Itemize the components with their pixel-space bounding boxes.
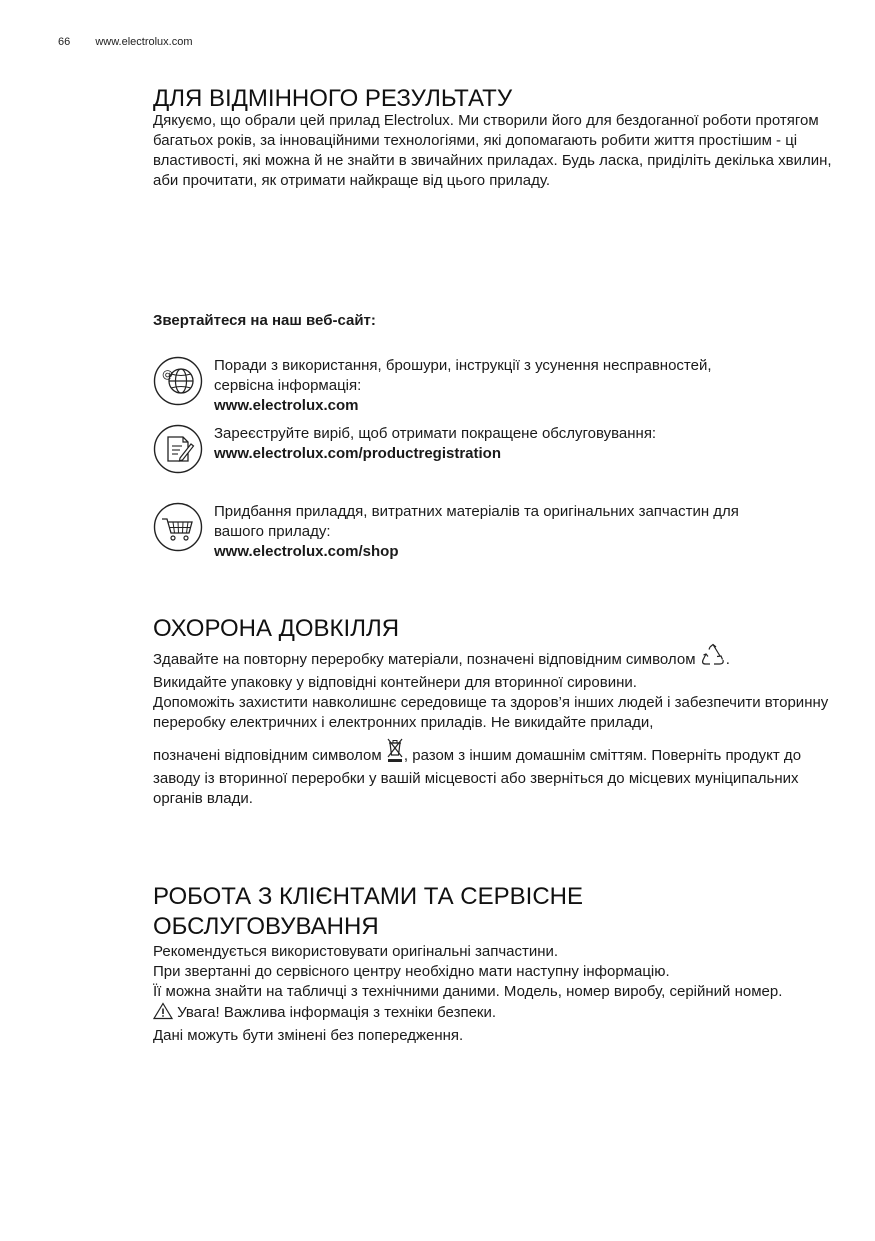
website-heading: Звертайтеся на наш веб-сайт:: [153, 312, 376, 329]
website-row-registration-text: [214, 424, 844, 464]
service-paragraph: [153, 942, 843, 1046]
support-link[interactable]: www.electrolux.com: [214, 397, 359, 414]
support-line-1: Поради з використання, брошури, інструкції з усунення несправностей,: [214, 357, 712, 374]
service-line-1: Рекомендується використовувати оригінальні запчастини.: [153, 943, 559, 960]
crossed-bin-icon: [386, 737, 404, 769]
environment-line-2: Викидайте упаковку у відповідні контейнери для вторинної сировини.: [153, 674, 637, 691]
header-site-link[interactable]: www.electrolux.com: [95, 36, 193, 48]
registration-icon: [153, 424, 203, 474]
service-warning-text: Увага! Важлива інформація з техніки безпеки.: [177, 1004, 497, 1021]
shop-link[interactable]: www.electrolux.com/shop: [214, 543, 399, 560]
page-number: 66: [58, 36, 71, 48]
intro-paragraph: [153, 111, 843, 191]
section-title-environment: ОХОРОНА ДОВКІЛЛЯ: [153, 615, 400, 642]
service-line-2: При звертанні до сервісного центру необхідно мати наступну інформацію.: [153, 963, 670, 980]
environment-line-3: Допоможіть захистити навколишнє середовище та здоров’я інших людей і забезпечити вторинну переробку електричних і електронних приладів. Не викидайте прилади,: [153, 694, 829, 731]
service-line-3: Її можна знайти на табличці з технічними даними. Модель, номер виробу, серійний номер.: [153, 983, 783, 1000]
service-warning: [153, 1002, 843, 1026]
shop-line-2: вашого приладу:: [214, 523, 331, 540]
environment-line-1-text: Здавайте на повторну переробку матеріали, позначені відповідним символом: [153, 651, 696, 668]
environment-line-1: [153, 643, 843, 673]
warning-icon: [153, 1002, 173, 1026]
page-header: [58, 36, 193, 48]
support-line-2: сервісна інформація:: [214, 377, 362, 394]
recycle-icon: [700, 643, 726, 673]
svg-text:@: @: [162, 368, 173, 381]
service-title-line-1: РОБОТА З КЛІЄНТАМИ ТА СЕРВІСНЕ: [153, 883, 583, 910]
environment-line-4-end: , разом з іншим домашнім сміттям. Поверніть продукт до заводу із вторинної переробки у вашій місцевості або зверніться до місцевих муніципальних органів влади.: [153, 747, 802, 807]
website-row-shop-text: [214, 502, 844, 562]
registration-line-1: Зареєструйте виріб, щоб отримати покращене обслуговування:: [214, 425, 657, 442]
service-title-line-2: ОБСЛУГОВУВАННЯ: [153, 913, 379, 940]
intro-text: Дякуємо, що обрали цей прилад Electrolux. Ми створили його для бездоганної роботи протягом багатьох років, за інноваційними технологіями, які допомагають робити життя простішим - ці властивості, які можна й не знайти в звичайних приладах. Будь ласка, приділіть декілька хвилин, аби прочитати, як отримати найкраще від цього приладу.: [153, 112, 832, 189]
section-title-results: ДЛЯ ВІДМІННОГО РЕЗУЛЬТАТУ: [153, 85, 513, 112]
environment-line-4: [153, 737, 843, 809]
shopping-cart-icon: [153, 502, 203, 552]
environment-line-1-end: .: [725, 651, 730, 668]
service-line-5: Дані можуть бути змінені без попередження.: [153, 1027, 464, 1044]
environment-line-4-text: позначені відповідним символом: [153, 747, 382, 764]
registration-link[interactable]: www.electrolux.com/productregistration: [214, 445, 501, 462]
section-title-service: [153, 882, 583, 942]
globe-icon: [153, 356, 203, 406]
website-row-support-text: [214, 356, 844, 416]
shop-line-1: Придбання приладдя, витратних матеріалів та оригінальних запчастин для: [214, 503, 739, 520]
environment-paragraph: [153, 643, 843, 809]
